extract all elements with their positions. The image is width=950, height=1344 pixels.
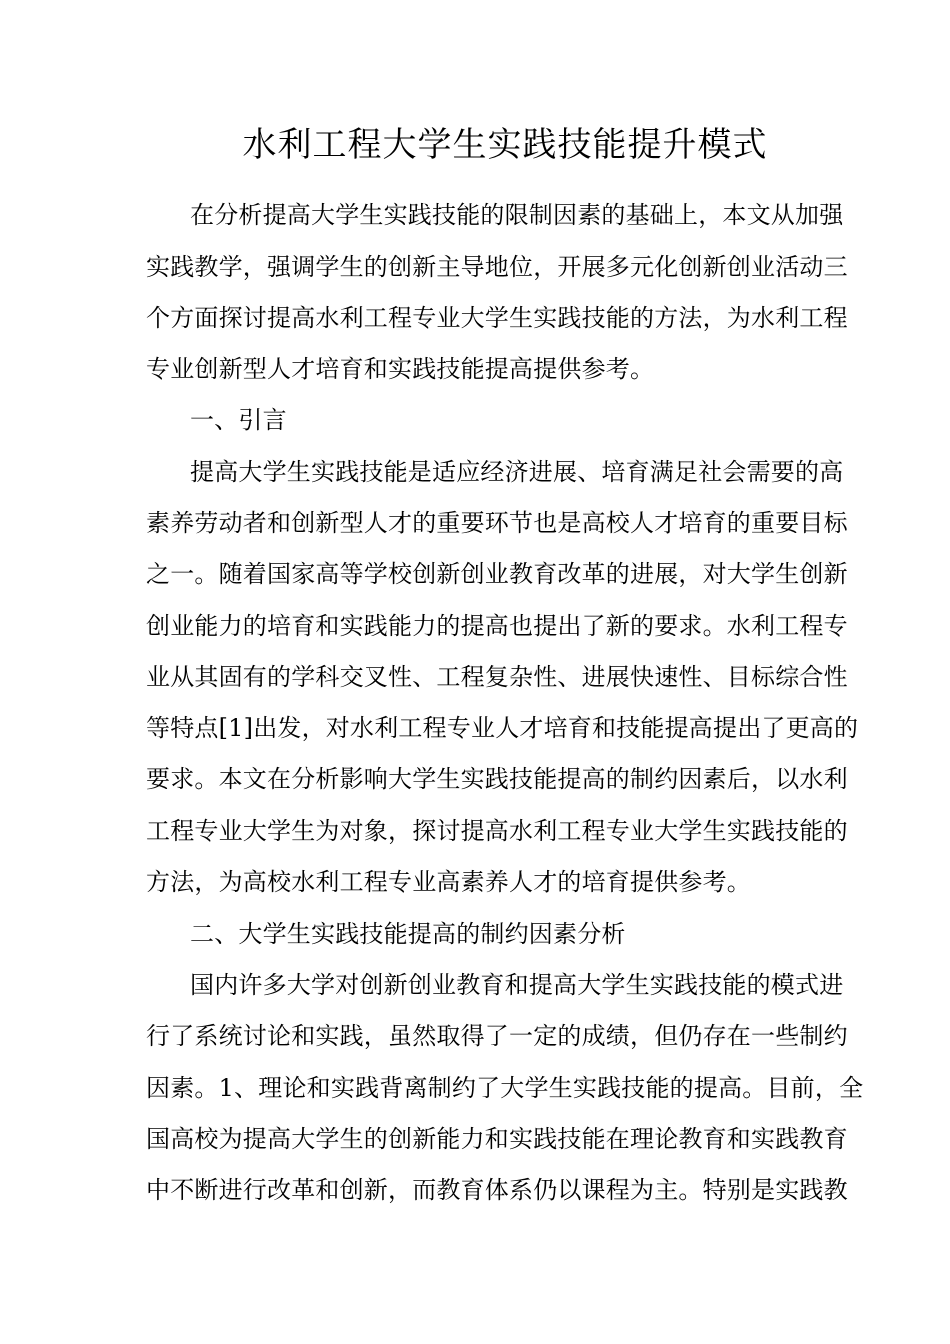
paragraph-3-line-1: 国内许多大学对创新创业教育和提高大学生实践技能的模式进: [190, 971, 844, 999]
paragraph-2-line-3: 之一。随着国家高等学校创新创业教育改革的进展，对大学生创新: [146, 560, 848, 588]
paragraph-3-line-5: 中不断进行改革和创新，而教育体系仍以课程为主。特别是实践教: [146, 1176, 848, 1204]
paragraph-3-line-3: 因素。1、理论和实践背离制约了大学生实践技能的提高。目前，全: [146, 1074, 864, 1102]
document-title: 水利工程大学生实践技能提升模式: [242, 125, 768, 165]
paragraph-2-line-5: 业从其固有的学科交叉性、工程复杂性、进展快速性、目标综合性: [146, 663, 848, 691]
paragraph-2-line-6: 等特点[1]出发，对水利工程专业人才培育和技能提高提出了更高的: [146, 714, 859, 742]
section-heading-introduction: 一、引言: [190, 406, 287, 434]
paragraph-1-line-3: 个方面探讨提高水利工程专业大学生实践技能的方法，为水利工程: [146, 304, 848, 332]
paragraph-1-line-4: 专业创新型人才培育和实践技能提高提供参考。: [146, 355, 655, 383]
paragraph-3-line-4: 国高校为提高大学生的创新能力和实践技能在理论教育和实践教育: [146, 1125, 848, 1153]
paragraph-1-line-2: 实践教学，强调学生的创新主导地位，开展多元化创新创业活动三: [146, 253, 848, 281]
paragraph-2-line-2: 素养劳动者和创新型人才的重要环节也是高校人才培育的重要目标: [146, 509, 848, 537]
paragraph-2-line-7: 要求。本文在分析影响大学生实践技能提高的制约因素后，以水利: [146, 765, 848, 793]
section-heading-constraints: 二、大学生实践技能提高的制约因素分析: [190, 920, 626, 948]
paragraph-3-line-2: 行了系统讨论和实践，虽然取得了一定的成绩，但仍存在一些制约: [146, 1022, 848, 1050]
paragraph-2-line-1: 提高大学生实践技能是适应经济进展、培育满足社会需要的高: [190, 458, 844, 486]
paragraph-1-line-1: 在分析提高大学生实践技能的限制因素的基础上，本文从加强: [190, 201, 844, 229]
paragraph-2-line-4: 创业能力的培育和实践能力的提高也提出了新的要求。水利工程专: [146, 612, 848, 640]
paragraph-2-line-8: 工程专业大学生为对象，探讨提高水利工程专业大学生实践技能的: [146, 817, 848, 845]
paragraph-2-line-9: 方法，为高校水利工程专业高素养人才的培育提供参考。: [146, 868, 751, 896]
